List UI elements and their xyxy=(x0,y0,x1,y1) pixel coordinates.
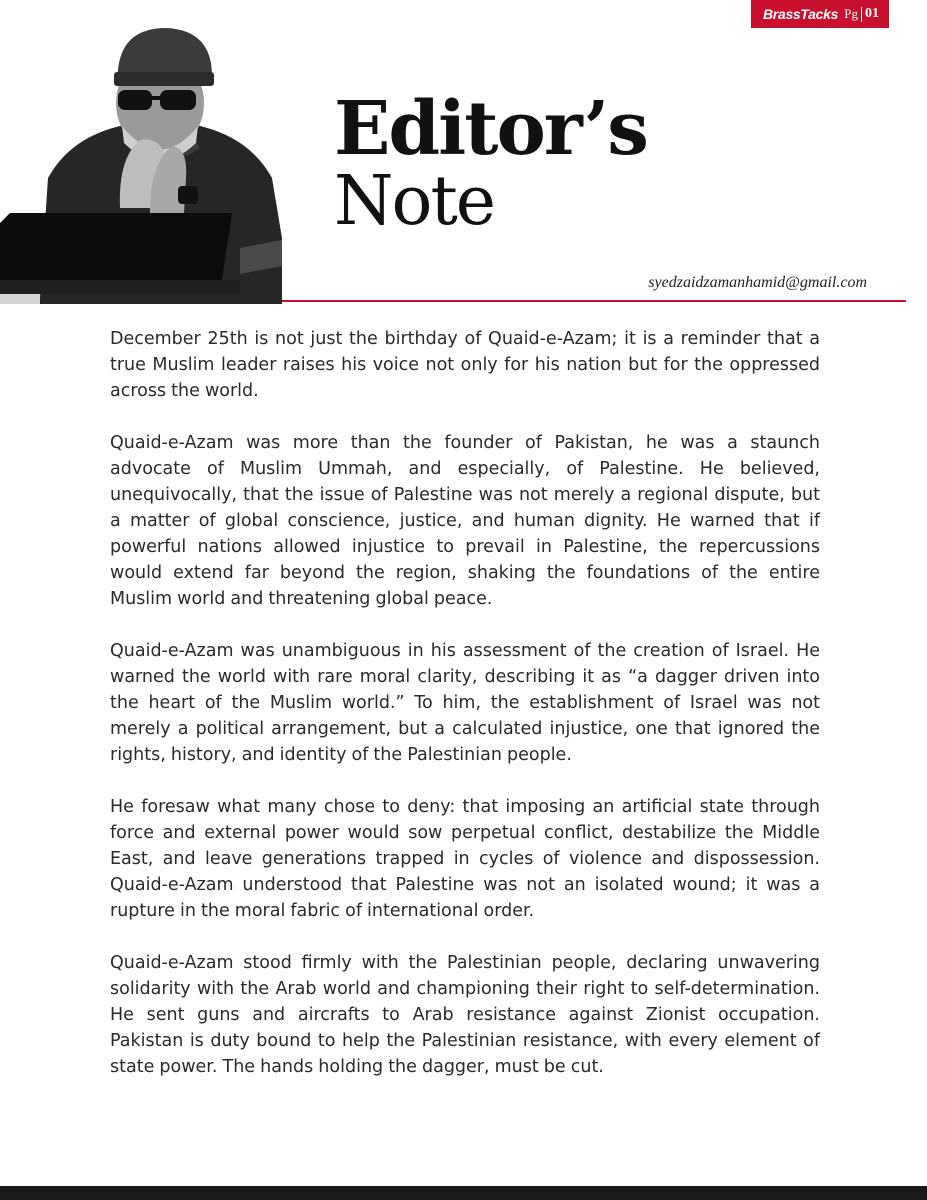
editor-email[interactable]: syedzaidzamanhamid@gmail.com xyxy=(648,274,867,291)
page-divider xyxy=(861,7,862,22)
article-body xyxy=(110,326,820,1106)
editors-note-title xyxy=(334,86,647,241)
page-indicator xyxy=(844,6,879,22)
footer-bar xyxy=(0,1186,927,1200)
editor-photo xyxy=(0,8,282,304)
brand-page-badge xyxy=(751,0,889,28)
page-number: 01 xyxy=(865,6,879,21)
paragraph: Quaid-e-Azam stood firmly with the Palestinian people, declaring unwavering solidarity with the Arab world and championing their right to self-determination. He sent guns and aircrafts to Arab resistance against Zionist occupation. Pakistan is duty bound to help the Palestinian resistance, with every element of state power. The hands holding the dagger, must be cut. xyxy=(110,953,820,1077)
paragraph: December 25th is not just the birthday of Quaid-e-Azam; it is a reminder that a true Muslim leader raises his voice not only for his nation but for the oppressed across the world. xyxy=(110,329,820,401)
title-line-1: Editor’s xyxy=(334,86,647,172)
paragraph: He foresaw what many chose to deny: that imposing an artificial state through force and external power would sow perpetual conflict, destabilize the Middle East, and leave generations trapped in cycles of violence and dispossession. Quaid-e-Azam understood that Palestine was not an isolated wound; it was a rupture in the moral fabric of international order. xyxy=(110,797,820,921)
page-label: Pg xyxy=(844,6,858,21)
paragraph: Quaid-e-Azam was unambiguous in his assessment of the creation of Israel. He warned the world with rare moral clarity, describing it as “a dagger driven into the heart of the Muslim world.” To him, the establishment of Israel was not merely a political arrangement, but a calculated injustice, one that ignored the rights, history, and identity of the Palestinian people. xyxy=(110,641,820,765)
paragraph: Quaid-e-Azam was more than the founder of Pakistan, he was a staunch advocate of Muslim Ummah, and especially, of Palestine. He believed, unequivocally, that the issue of Palestine was not merely a regional dispute, but a matter of global conscience, justice, and human dignity. He warned that if powerful nations allowed injustice to prevail in Palestine, the repercussions would extend far beyond the region, shaking the foundations of the entire Muslim world and threatening global peace. xyxy=(110,433,820,609)
header-divider xyxy=(282,300,906,302)
brand-logo: BrassTacks xyxy=(763,6,839,22)
title-line-2: Note xyxy=(334,162,495,241)
